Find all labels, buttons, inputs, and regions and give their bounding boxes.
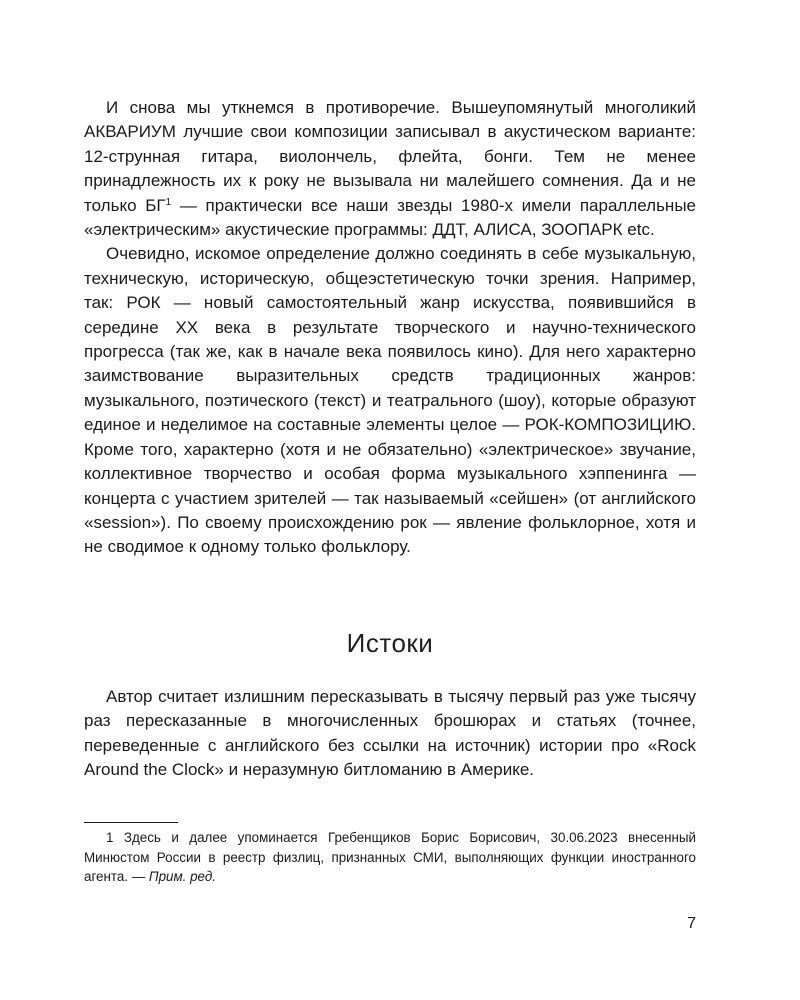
footnote-text: Здесь и далее упоминается Гребенщиков Борис Борисович, 30.06.2023 внесенный Минюстом России в реестр физлиц, признанных СМИ, выполняющих функции иностранного агента. — bbox=[84, 830, 696, 884]
footnote-number: 1 bbox=[106, 830, 114, 845]
paragraph-1 bbox=[84, 96, 696, 242]
footnote-reference: 1 bbox=[165, 196, 172, 208]
section-paragraph: Автор считает излишним пересказывать в тысячу первый раз уже тысячу раз пересказанные в многочисленных брошюрах и статьях (точнее, переведенные с английского без ссылки на источник) истории про «Rock Around the Clock» и неразумную битломанию в Америке. bbox=[84, 687, 696, 780]
section-body bbox=[84, 685, 696, 783]
footnote-editor-note: Прим. ред. bbox=[148, 869, 216, 884]
page-number: 7 bbox=[687, 915, 696, 932]
footnote-divider bbox=[84, 822, 178, 823]
paragraph-1-text-end: — практически все наши звезды 1980-х имели параллельные «электрическим» акустические программы: ДДТ, АЛИСА, ЗООПАРК etc. bbox=[84, 195, 696, 240]
main-text bbox=[84, 96, 696, 780]
footnote-1 bbox=[84, 828, 696, 887]
footnotes bbox=[84, 828, 696, 887]
paragraph-2: Очевидно, искомое определение должно соединять в себе музыкальную, техническую, историческую, общеэстетическую точки зрения. Например, так: РОК — новый самостоятельный жанр искусства, появившийся в середине XX века в результате творческого и научно-технического прогресса (так же, как в начале века появилось кино). Для него характерно заимствование выразительных средств традиционных жанров: музыкального, поэтического (текст) и театрального (шоу), которые образуют единое и неделимое на составные элементы целое — РОК-КОМПОЗИЦИЮ. Кроме того, характерно (хотя и не обязательно) «электрическое» звучание, коллективное творчество и особая форма музыкального хэппенинга — концерта с участием зрителей — так называемый «сейшен» (от английского «session»). По своему происхождению рок — явление фольклорное, хотя и не сводимое к одному только фольклору. bbox=[84, 244, 696, 557]
paragraph-1-text-start: И снова мы уткнемся в противоречие. Вышеупомянутый многоликий АКВАРИУМ лучшие свои композиции записывал в акустическом варианте: 12-струнная гитара, виолончель, флейта, бонги. Тем не менее принадлежность их к року не вызывала ни малейшего сомнения. Да и не только БГ bbox=[84, 98, 696, 215]
section-title: Истоки bbox=[346, 628, 434, 658]
